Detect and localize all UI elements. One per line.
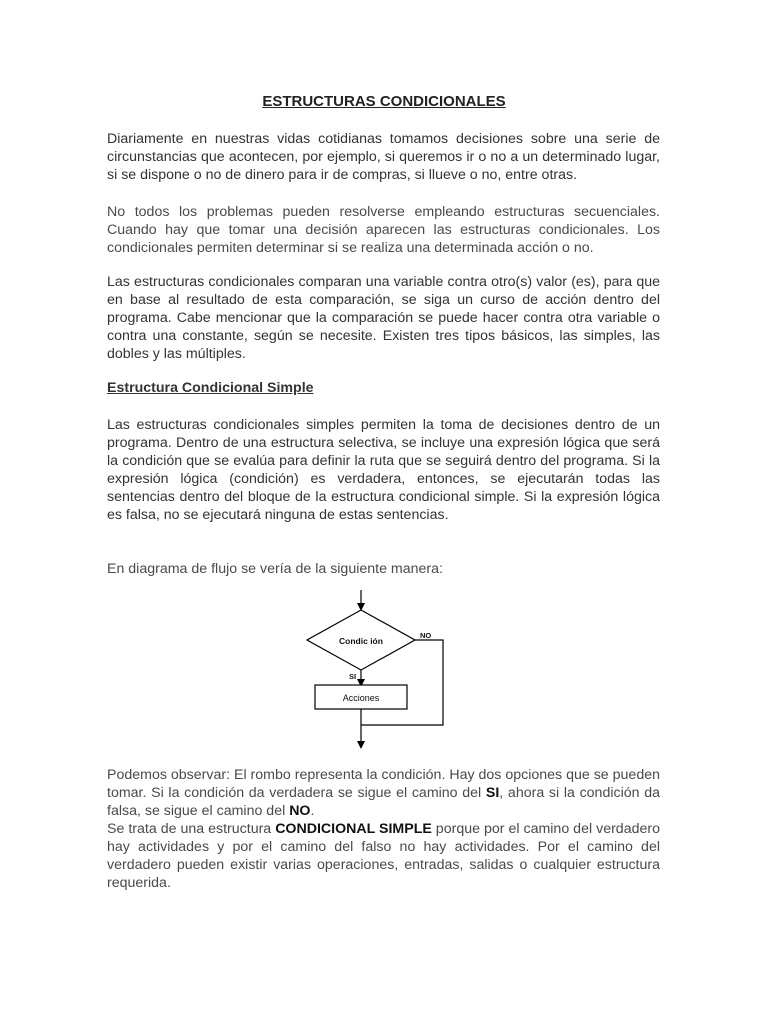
no-label: NO [420,631,432,640]
observacion-si-bold: SI [485,785,500,801]
paragraph-conclusion [107,820,660,892]
document-title: ESTRUCTURAS CONDICIONALES [262,93,506,110]
conclusion-bold: CONDICIONAL SIMPLE [275,821,432,837]
section-subtitle: Estructura Condicional Simple [107,380,314,396]
observacion-text-1: Podemos observar: El rombo representa la condición. Hay dos opciones que se pueden tomar. Si la condición da verdadera se sigue el camino del [107,767,660,801]
observacion-text-2: , ahora si la condición da falsa, se sigue el camino del [107,785,660,819]
observacion-no-bold: NO [289,803,311,819]
conclusion-text-2: porque por el camino del verdadero hay actividades y por el camino del falso no hay actividades. Por el camino del verdadero pueden existir varias operaciones, entradas, salidas o cualquier estructura requerida. [107,821,660,891]
yes-label: SI [349,672,357,681]
paragraph-intro: Diariamente en nuestras vidas cotidianas tomamos decisiones sobre una serie de circunstancias que acontecen, por ejemplo, si queremos ir o no a un determinado lugar, si se dispone o no de dinero para ir de compras, si llueve o no, entre otras. [107,131,660,183]
observacion-text-3: . [310,803,315,819]
conclusion-text-1: Se trata de una estructura [107,821,276,837]
paragraph-diagrama-intro: En diagrama de flujo se vería de la siguiente manera: [107,561,443,577]
paragraph-observacion [107,766,660,820]
action-label: Acciones [342,693,380,703]
paragraph-secuenciales: No todos los problemas pueden resolverse empleando estructuras secuenciales. Cuando hay que tomar una decisión aparecen las estructuras condicionales. Los condicionales permiten determinar si se realiza una determinada acción o no. [107,204,660,256]
condition-label: Condic ión [339,636,383,646]
paragraph-comparacion: Las estructuras condicionales comparan una variable contra otro(s) valor (es), para que en base al resultado de esta comparación, se siga un curso de acción dentro del programa. Cabe mencionar que la comparación se puede hacer contra otra variable o contra una constante, según se necesite. Existen tres tipos básicos, las simples, las dobles y las múltiples. [107,274,660,362]
flowchart-diagram [300,588,460,750]
paragraph-simple: Las estructuras condicionales simples permiten la toma de decisiones dentro de un programa. Dentro de una estructura selectiva, se incluye una expresión lógica que será la condición que se evalúa para definir la ruta que se seguirá dentro del programa. Si la expresión lógica (condición) es verdadera, entonces, se ejecutarán todas las sentencias dentro del bloque de la estructura condicional simple. Si la expresión lógica es falsa, no se ejecutará ninguna de estas sentencias. [107,417,660,523]
